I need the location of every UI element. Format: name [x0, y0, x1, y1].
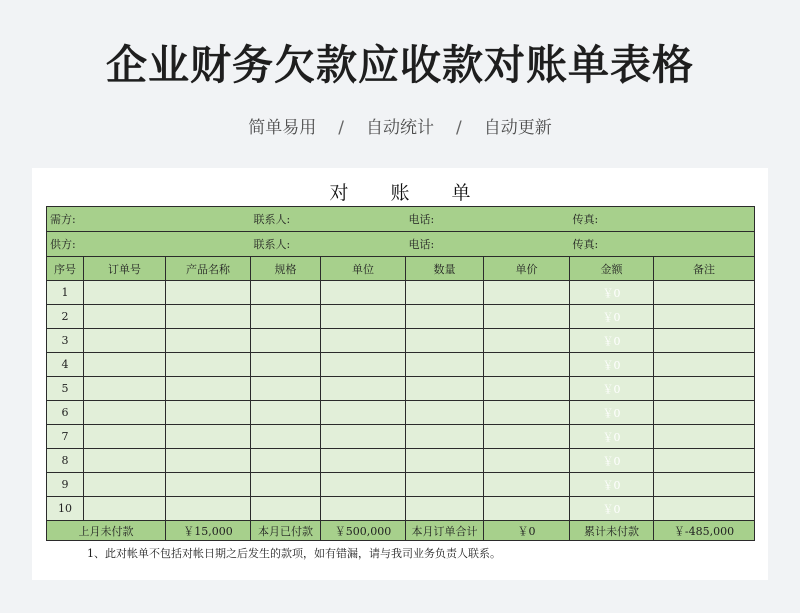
table-cell[interactable] — [484, 329, 570, 353]
row-number-cell[interactable]: 9 — [47, 473, 84, 497]
table-cell[interactable] — [251, 473, 321, 497]
table-cell[interactable] — [406, 281, 484, 305]
table-cell[interactable] — [166, 353, 251, 377]
summary-row — [47, 521, 755, 541]
table-cell[interactable] — [654, 281, 755, 305]
table-cell[interactable] — [484, 305, 570, 329]
this-month-paid-value[interactable]: ￥500,000 — [321, 521, 406, 541]
table-cell[interactable] — [166, 449, 251, 473]
row-number-cell[interactable]: 1 — [47, 281, 84, 305]
table-cell[interactable] — [654, 377, 755, 401]
table-row — [47, 401, 755, 425]
table-cell[interactable] — [654, 449, 755, 473]
last-month-unpaid-label: 上月未付款 — [47, 521, 166, 541]
table-cell[interactable] — [251, 377, 321, 401]
subtitle-item-easy: 简单易用 — [248, 118, 317, 138]
amount-cell[interactable]: ￥0 — [570, 473, 654, 497]
subtitle — [0, 113, 800, 138]
column-header: 金额 — [570, 257, 654, 281]
table-cell[interactable] — [406, 473, 484, 497]
table-cell[interactable] — [484, 425, 570, 449]
table-cell[interactable] — [84, 497, 166, 521]
table-cell[interactable] — [84, 305, 166, 329]
table-cell[interactable] — [251, 449, 321, 473]
table-cell[interactable] — [321, 281, 406, 305]
this-month-order-total-value[interactable]: ￥0 — [484, 521, 570, 541]
table-cell[interactable] — [84, 329, 166, 353]
table-cell[interactable] — [251, 401, 321, 425]
table-row — [47, 449, 755, 473]
demand-fax-label[interactable]: 传真: — [570, 207, 755, 232]
table-cell[interactable] — [251, 305, 321, 329]
statement-sheet — [32, 168, 768, 580]
table-cell[interactable] — [406, 329, 484, 353]
demand-contact-label[interactable]: 联系人: — [251, 207, 406, 232]
amount-cell[interactable]: ￥0 — [570, 497, 654, 521]
row-number-cell[interactable]: 2 — [47, 305, 84, 329]
table-row — [47, 473, 755, 497]
amount-cell[interactable]: ￥0 — [570, 377, 654, 401]
column-header: 产品名称 — [166, 257, 251, 281]
notes — [87, 544, 747, 564]
table-cell[interactable] — [321, 497, 406, 521]
table-cell[interactable] — [84, 353, 166, 377]
note-line: 1、此对帐单不包括对帐日期之后发生的款项，如有错漏，请与我司业务负责人联系。 — [87, 547, 501, 560]
table-cell[interactable] — [484, 281, 570, 305]
amount-cell[interactable]: ￥0 — [570, 329, 654, 353]
supply-row — [47, 232, 755, 257]
table-row — [47, 329, 755, 353]
table-cell[interactable] — [321, 401, 406, 425]
table-cell[interactable] — [84, 425, 166, 449]
table-cell[interactable] — [321, 425, 406, 449]
column-header: 单位 — [321, 257, 406, 281]
table-body — [47, 281, 755, 521]
table-cell[interactable] — [321, 377, 406, 401]
table-cell[interactable] — [166, 329, 251, 353]
table-cell[interactable] — [166, 473, 251, 497]
this-month-order-total-label: 本月订单合计 — [406, 521, 484, 541]
column-header: 数量 — [406, 257, 484, 281]
table-row — [47, 377, 755, 401]
table-row — [47, 353, 755, 377]
table-cell[interactable] — [251, 281, 321, 305]
table-cell[interactable] — [84, 401, 166, 425]
subtitle-separator: / — [456, 118, 462, 138]
table-cell[interactable] — [84, 449, 166, 473]
last-month-unpaid-value[interactable]: ￥15,000 — [166, 521, 251, 541]
cumulative-unpaid-value[interactable]: ￥-485,000 — [654, 521, 755, 541]
table-cell[interactable] — [484, 353, 570, 377]
amount-cell[interactable]: ￥0 — [570, 425, 654, 449]
supply-phone-label[interactable]: 电话: — [406, 232, 570, 257]
table-cell[interactable] — [321, 353, 406, 377]
row-number-cell[interactable]: 10 — [47, 497, 84, 521]
amount-cell[interactable]: ￥0 — [570, 401, 654, 425]
table-cell[interactable] — [251, 329, 321, 353]
table-cell[interactable] — [251, 425, 321, 449]
supply-contact-label[interactable]: 联系人: — [251, 232, 406, 257]
table-cell[interactable] — [166, 497, 251, 521]
amount-cell[interactable]: ￥0 — [570, 281, 654, 305]
table-cell[interactable] — [406, 305, 484, 329]
table-cell[interactable] — [654, 497, 755, 521]
statement-title: 对 账 单 — [329, 182, 489, 204]
amount-cell[interactable]: ￥0 — [570, 305, 654, 329]
amount-cell[interactable]: ￥0 — [570, 353, 654, 377]
table-cell[interactable] — [654, 473, 755, 497]
table-cell[interactable] — [251, 497, 321, 521]
column-header: 订单号 — [84, 257, 166, 281]
table-cell[interactable] — [484, 377, 570, 401]
this-month-paid-label: 本月已付款 — [251, 521, 321, 541]
subtitle-separator: / — [338, 118, 344, 138]
table-cell[interactable] — [484, 497, 570, 521]
table-row — [47, 281, 755, 305]
table-cell[interactable] — [654, 329, 755, 353]
subtitle-item-auto-stat: 自动统计 — [366, 118, 434, 138]
table-cell[interactable] — [166, 401, 251, 425]
row-number-cell[interactable]: 3 — [47, 329, 84, 353]
table-cell[interactable] — [321, 305, 406, 329]
row-number-cell[interactable]: 5 — [47, 377, 84, 401]
row-number-cell[interactable]: 8 — [47, 449, 84, 473]
table-cell[interactable] — [484, 473, 570, 497]
table-cell[interactable] — [406, 401, 484, 425]
table-cell[interactable] — [654, 305, 755, 329]
cumulative-unpaid-label: 累计未付款 — [570, 521, 654, 541]
table-cell[interactable] — [166, 377, 251, 401]
table-cell[interactable] — [406, 425, 484, 449]
demand-row — [47, 207, 755, 232]
table-cell[interactable] — [654, 425, 755, 449]
table-cell[interactable] — [84, 473, 166, 497]
column-header: 序号 — [47, 257, 84, 281]
table-cell[interactable] — [484, 449, 570, 473]
row-number-cell[interactable]: 7 — [47, 425, 84, 449]
table-cell[interactable] — [321, 329, 406, 353]
subtitle-item-auto-update: 自动更新 — [483, 118, 552, 138]
row-number-cell[interactable]: 4 — [47, 353, 84, 377]
row-number-cell[interactable]: 6 — [47, 401, 84, 425]
table-cell[interactable] — [84, 281, 166, 305]
supply-label[interactable]: 供方: — [47, 232, 251, 257]
column-header: 单价 — [484, 257, 570, 281]
demand-label[interactable]: 需方: — [47, 207, 251, 232]
column-header: 规格 — [251, 257, 321, 281]
table-row — [47, 305, 755, 329]
table-cell[interactable] — [166, 425, 251, 449]
table-cell[interactable] — [406, 449, 484, 473]
table-cell[interactable] — [84, 377, 166, 401]
demand-phone-label[interactable]: 电话: — [406, 207, 570, 232]
table-cell[interactable] — [654, 353, 755, 377]
table-cell[interactable] — [321, 449, 406, 473]
table-row — [47, 497, 755, 521]
table-header-row — [47, 257, 755, 281]
amount-cell[interactable]: ￥0 — [570, 449, 654, 473]
table-row — [47, 425, 755, 449]
table-cell[interactable] — [166, 281, 251, 305]
column-header: 备注 — [654, 257, 755, 281]
table-cell[interactable] — [406, 497, 484, 521]
table-cell[interactable] — [406, 353, 484, 377]
page-title: 企业财务欠款应收款对账单表格 — [106, 41, 694, 89]
statement-table — [46, 206, 755, 541]
table-cell[interactable] — [321, 473, 406, 497]
table-cell[interactable] — [251, 353, 321, 377]
table-cell[interactable] — [654, 401, 755, 425]
supply-fax-label[interactable]: 传真: — [570, 232, 755, 257]
table-cell[interactable] — [166, 305, 251, 329]
table-cell[interactable] — [484, 401, 570, 425]
table-cell[interactable] — [406, 377, 484, 401]
